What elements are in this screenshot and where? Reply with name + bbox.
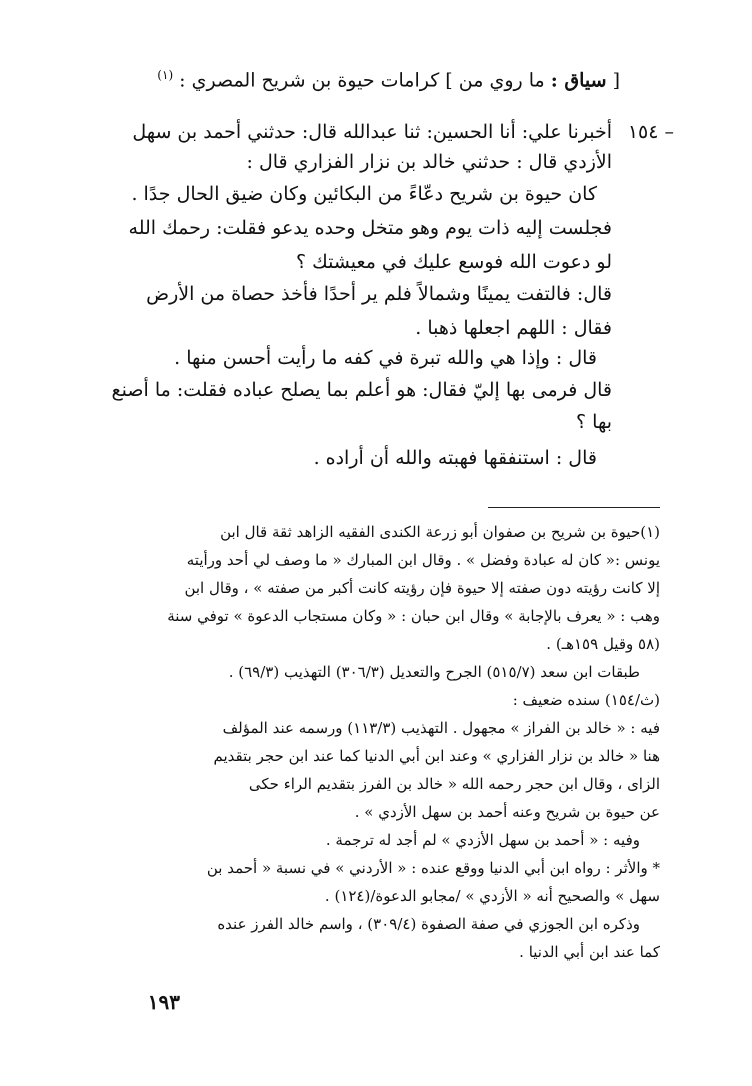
entry-line: كان حيوة بن شريح دعّاءً من البكائين وكان ضيق الحال جدًا . (131, 183, 597, 205)
entry-line: قال : استنفقها فهبته والله أن أراده . (313, 447, 597, 469)
footnote-line: يونس :« كان له عبادة وفضل » . وقال ابن المبارك « ما وصف لي أحد ورأيته (186, 551, 660, 569)
footnote-line: (١)حيوة بن شريح بن صفوان أبو زرعة الكندى الفقيه الزاهد ثقة قال ابن (220, 523, 660, 541)
title-bracket-open: [ (612, 69, 620, 92)
entry-line: أخبرنا علي: أنا الحسين: ثنا عبدالله قال: حدثني أحمد بن سهل (132, 121, 612, 143)
page-number: ١٩٣ (147, 990, 180, 1014)
footnote-line: وهب : « يعرف بالإجابة » وقال ابن حبان : « وكان مستجاب الدعوة » توفي سنة (167, 607, 660, 625)
footnote-line: * والأثر : رواه ابن أبي الدنيا ووقع عنده : « الأردني » في نسبة « أحمد بن (206, 859, 660, 877)
entry-line: بها ؟ (576, 411, 612, 433)
footnote-line: كما عند ابن أبي الدنيا . (519, 943, 660, 961)
entry-line: الأزدي قال : حدثني خالد بن نزار الفزاري قال : (246, 151, 612, 173)
footnote-separator (488, 507, 660, 508)
footnote-line: وفيه : « أحمد بن سهل الأزدي » لم أجد له ترجمة . (325, 831, 640, 849)
footnote-line: (ث/١٥٤) سنده ضعيف : (512, 691, 660, 709)
title-text: ما روي من ] كرامات حيوة بن شريح المصري : (179, 69, 545, 92)
entry-line: قال فرمى بها إليّ فقال: هو أعلم بما يصلح عباده فقلت: ما أصنع (111, 379, 612, 401)
footnote-line: فيه : « خالد بن الفراز » مجهول . التهذيب (١١٣/٣) ورسمه عند المؤلف (222, 719, 660, 737)
footnote-line: إلا كانت رؤيته دون صفته إلا حيوة فإن رؤيته كانت أكبر من صفته » ، وقال ابن (184, 579, 660, 597)
footnote-line: سهل » والصحيح أنه « الأزدي » /مجابو الدعوة/(١٢٤) . (324, 887, 660, 905)
entry-line: فقال : اللهم اجعلها ذهبا . (415, 317, 612, 339)
entry-line: قال : وإذا هي والله تبرة في كفه ما رأيت أحسن منها . (174, 347, 597, 369)
section-title (157, 68, 620, 91)
entry-line: فجلست إليه ذات يوم وهو متخل وحده يدعو فقلت: رحمك الله (128, 217, 612, 239)
footnote-line: طبقات ابن سعد (٥١٥/٧) الجرح والتعديل (٣٠٦/٣) التهذيب (٦٩/٣) . (228, 663, 640, 681)
footnote-line: هنا « خالد بن نزار الفزاري » وعند ابن أبي الدنيا كما عند ابن حجر بتقديم (213, 747, 660, 765)
entry-number: ١٥٤ – (627, 121, 674, 143)
title-lead: سياق : (550, 69, 607, 92)
entry-line: لو دعوت الله فوسع عليك في معيشتك ؟ (295, 251, 612, 273)
footnote-line: الزاى ، وقال ابن حجر رحمه الله « خالد بن الفرز بتقديم الراء حكى (248, 775, 660, 793)
footnote-line: وذكره ابن الجوزي في صفة الصفوة (٣٠٩/٤) ، واسم خالد الفرز عنده (217, 915, 640, 933)
entry-line: قال: فالتفت يمينًا وشمالاً فلم ير أحدًا فأخذ حصاة من الأرض (146, 283, 612, 305)
title-footnote-marker: (١) (157, 68, 174, 82)
footnote-line: (٥٨ وقيل ١٥٩هـ) . (546, 635, 660, 653)
footnote-line: عن حيوة بن شريح وعنه أحمد بن سهل الأزدي » . (354, 803, 660, 821)
